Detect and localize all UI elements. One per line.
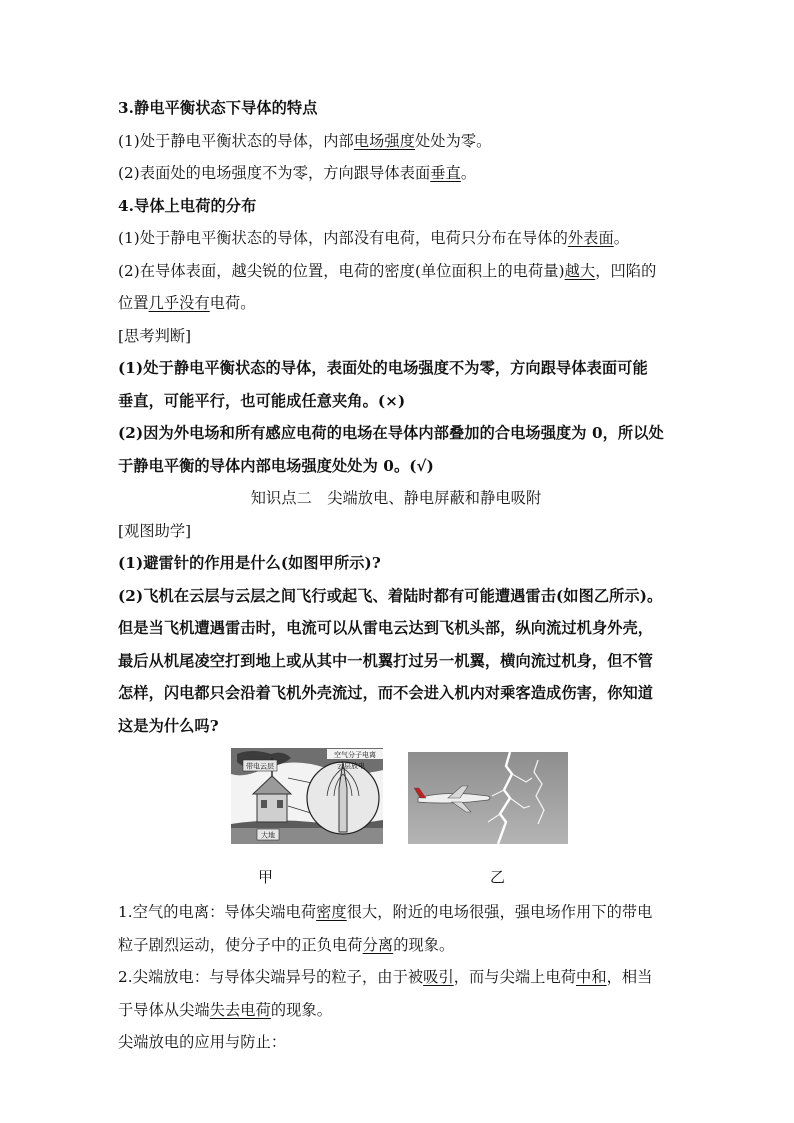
label-cloud-discharge: 云层放电 <box>337 762 365 770</box>
paragraph: (2)在导体表面，越尖锐的位置，电荷的密度(单位面积上的电荷量)越大，凹陷的 <box>118 261 657 280</box>
caption-row <box>118 870 678 896</box>
paragraph: (1)处于静电平衡状态的导体，内部电场强度处处为零。 <box>118 131 492 150</box>
knowledge-point-title: 知识点二 尖端放电、静电屏蔽和静电吸附 <box>250 489 542 507</box>
figure-yi-airplane-lightning <box>408 752 568 844</box>
answer-blank: 失去电荷 <box>209 1000 271 1019</box>
paragraph: (1)处于静电平衡状态的导体，内部没有电荷，电荷只分布在导体的外表面。 <box>118 229 630 247</box>
study-label: [观图助学] <box>118 521 192 540</box>
answer-blank: 越大 <box>564 261 596 280</box>
answer-blank: 吸引 <box>423 968 454 986</box>
label-air-ionize: 空气分子电离 <box>334 751 376 759</box>
section-heading-3: 3.静电平衡状态下导体的特点 <box>118 99 318 117</box>
label-ground: 大地 <box>261 831 275 840</box>
judge-question-2-cont: 于静电平衡的导体内部电场强度处处为 0。(√) <box>118 456 434 475</box>
paragraph: 位置几乎没有电荷。 <box>118 294 256 312</box>
definition-point-discharge: 2.尖端放电：与导体尖端异号的粒子，由于被吸引，而与尖端上电荷中和，相当 <box>118 968 653 986</box>
judge-label: [思考判断] <box>118 326 192 345</box>
paragraph: (2)表面处的电场强度不为零，方向跟导体表面垂直。 <box>118 164 477 182</box>
answer-blank: 外表面 <box>567 229 614 247</box>
answer-blank: 垂直 <box>430 164 461 182</box>
definition-ionization: 1.空气的电离：导体尖端电荷密度很大，附近的电场很强，强电场作用下的带电 <box>118 903 653 921</box>
judge-question-2: (2)因为外电场和所有感应电荷的电场在导体内部叠加的合电场强度为 0，所以处 <box>118 424 664 442</box>
study-question-2-cont: 但是当飞机遭遇雷击时，电流可以从雷电云达到飞机头部，纵向流过机身外壳， <box>118 619 654 637</box>
lightning-rod-illustration <box>231 748 383 844</box>
definition-ionization-cont: 粒子剧烈运动，使分子中的正负电荷分离的现象。 <box>118 935 455 954</box>
answer-blank: 密度 <box>316 903 347 921</box>
study-question-2-cont: 最后从机尾凌空打到地上或从其中一机翼打过另一机翼，横向流过机身，但不管 <box>118 651 654 670</box>
section-heading-4: 4.导体上电荷的分布 <box>118 196 257 215</box>
figure-row <box>118 742 678 870</box>
caption-jia: 甲 <box>258 868 274 886</box>
figure-jia-lightning-rod <box>231 748 383 844</box>
caption-yi: 乙 <box>490 868 506 886</box>
study-question-1: (1)避雷针的作用是什么(如图甲所示)? <box>118 554 381 572</box>
study-question-2-cont: 怎样，闪电都只会沿着飞机外壳流过，而不会进入机内对乘客造成伤害，你知道 <box>118 684 654 702</box>
answer-blank: 电场强度 <box>353 131 415 150</box>
answer-blank: 分离 <box>362 935 394 954</box>
airplane-lightning-photo <box>408 752 568 844</box>
judge-question-1-cont: 垂直，可能平行，也可能成任意夹角。(×) <box>118 391 406 410</box>
label-charged-cloud: 带电云层 <box>246 762 274 771</box>
judge-question-1: (1)处于静电平衡状态的导体，表面处的电场强度不为零，方向跟导体表面可能 <box>118 359 648 377</box>
study-question-2-cont: 这是为什么吗? <box>118 716 219 735</box>
study-question-2: (2)飞机在云层与云层之间飞行或起飞、着陆时都有可能遭遇雷击(如图乙所示)。 <box>118 586 663 605</box>
answer-blank: 几乎没有 <box>148 294 210 312</box>
document-page <box>118 92 678 1059</box>
definition-point-discharge-cont: 于导体从尖端失去电荷的现象。 <box>118 1000 333 1019</box>
answer-blank: 中和 <box>576 968 607 986</box>
application-heading: 尖端放电的应用与防止： <box>118 1033 287 1051</box>
